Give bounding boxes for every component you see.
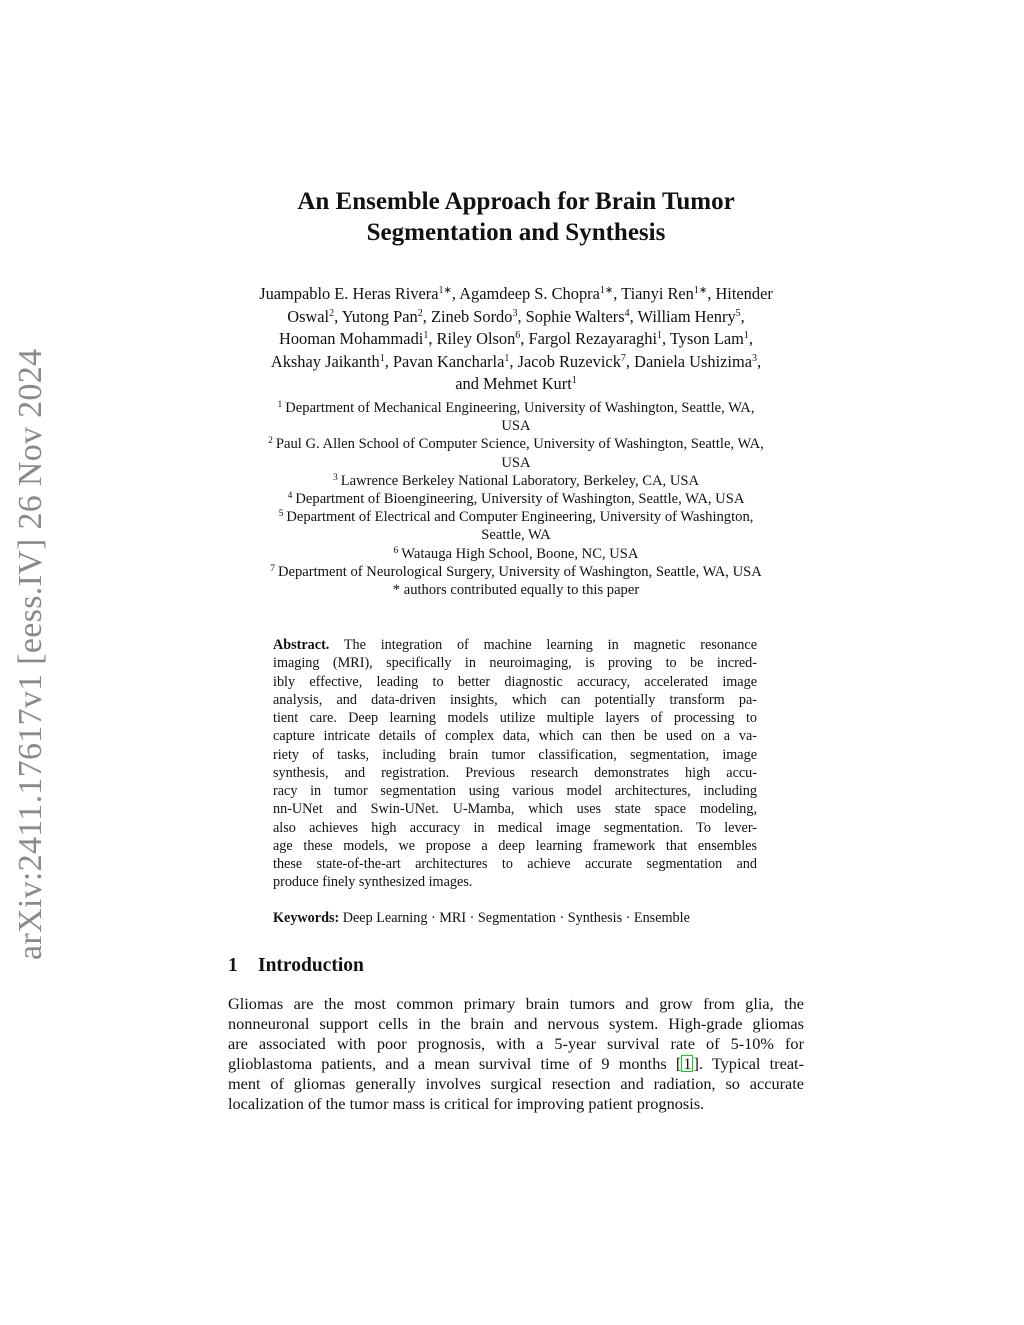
author-name: and Mehmet Kurt — [455, 374, 572, 393]
author-name: , Hitender — [707, 284, 773, 303]
abstract-line: produce finely synthesized images. — [273, 874, 473, 891]
affiliation-number: 4 — [287, 491, 293, 502]
affiliation — [222, 472, 810, 490]
paragraph-line: ment of gliomas generally involves surgical resection and radiation, so accurate — [228, 1074, 804, 1093]
author-name: , Yutong Pan — [334, 306, 418, 326]
author-affiliation-mark: 6 — [515, 330, 521, 341]
author-name: , Daniela Ushizima — [625, 351, 752, 371]
author-affiliation-mark: 1∗ — [438, 285, 452, 296]
author-separator: , — [756, 351, 762, 371]
paper-title — [230, 186, 802, 248]
author-name: , Pavan Kancharla — [384, 351, 505, 371]
affiliation — [222, 490, 810, 508]
abstract-line: imaging (MRI), specifically in neuroimaging, is proving to be incred- — [273, 655, 757, 672]
paragraph-line: Gliomas are the most common primary brain tumors and grow from glia, the — [228, 994, 804, 1013]
keywords-text: Deep Learning · MRI · Segmentation · Synthesis · Ensemble — [339, 910, 690, 926]
author-name: , Fargol Rezayaraghi — [520, 329, 657, 348]
section-number: 1 — [228, 955, 238, 976]
author-line — [222, 351, 810, 374]
author-name: , Zineb Sordo — [422, 306, 513, 326]
abstract-line: age these models, we propose a deep learning framework that ensembles — [273, 837, 757, 854]
author-affiliation-mark: 1 — [571, 375, 577, 386]
author-list — [222, 283, 810, 396]
affiliation — [222, 399, 810, 417]
author-line — [222, 283, 810, 306]
affiliation-continuation: USA — [501, 454, 531, 471]
paragraph-line: nonneuronal support cells in the brain and nervous system. High-grade gliomas — [228, 1014, 804, 1033]
author-affiliation-mark: 5 — [735, 307, 741, 319]
arxiv-identifier: arXiv:2411.17617v1 [eess.IV] 26 Nov 2024 — [12, 348, 49, 960]
author-affiliation-mark: 1 — [743, 330, 749, 341]
abstract-line: analysis, and data-driven insights, which can potentially transform pa- — [273, 691, 757, 708]
author-name: Akshay Jaikanth — [270, 351, 380, 371]
abstract-line: synthesis, and registration. Previous research demonstrates high accu- — [273, 764, 757, 781]
affiliation-text: Department of Mechanical Engineering, University of Washington, Seattle, WA, — [285, 400, 755, 416]
paragraph-text: . Typical treat- — [698, 1054, 804, 1073]
author-name: , Jacob Ruzevick — [509, 351, 621, 371]
affiliation-number: 6 — [393, 545, 399, 556]
affiliation — [222, 545, 810, 563]
paragraph-line: glioblastoma patients, and a mean survival time of 9 months [ 1 ]. Typical treat- — [228, 1054, 804, 1073]
author-affiliation-mark: 3 — [512, 307, 518, 319]
author-affiliation-mark: 2 — [417, 307, 423, 319]
author-separator: , — [740, 306, 745, 326]
affiliation-number: 2 — [268, 436, 273, 447]
affiliation — [222, 435, 810, 453]
abstract-line: capture intricate details of complex data, which can then be used on a va- — [273, 728, 757, 745]
abstract-line: these state-of-the-art architectures to achieve accurate segmentation and — [273, 856, 757, 872]
paragraph-line: localization of the tumor mass is critical for improving patient prognosis. — [228, 1094, 705, 1113]
equal-contribution-note: * authors contributed equally to this paper — [392, 582, 640, 599]
author-name: Hooman Mohammadi — [279, 329, 424, 348]
affiliation-continuation: Seattle, WA — [481, 527, 551, 544]
author-affiliation-mark: 3 — [751, 352, 757, 364]
affiliation-number: 7 — [270, 563, 275, 574]
author-affiliation-mark: 2 — [329, 307, 335, 319]
affiliation-text: Department of Bioengineering, University of Washington, Seattle, WA, USA — [295, 491, 745, 508]
abstract-line: ibly effective, leading to better diagnostic accuracy, accelerated image — [273, 673, 757, 690]
author-name: , Riley Olson — [428, 329, 516, 348]
affiliation-text: Department of Electrical and Computer Engineering, University of Washington, — [286, 509, 754, 526]
citation-link[interactable]: 1 — [683, 1054, 692, 1073]
introduction-paragraph — [228, 994, 804, 1114]
author-affiliation-mark: 1 — [504, 352, 510, 364]
abstract-line — [273, 636, 757, 654]
abstract-line: nn-UNet and Swin-UNet. U-Mamba, which uses state space modeling, — [273, 801, 757, 818]
affiliation — [222, 508, 810, 526]
abstract-line: racy in tumor segmentation using various model architectures, including — [273, 783, 757, 799]
paragraph-line: are associated with poor prognosis, with a 5-year survival rate of 5-10% for — [228, 1034, 804, 1053]
author-name: , Tyson Lam — [662, 329, 744, 348]
abstract-line: tient care. Deep learning models utilize multiple layers of processing to — [273, 710, 757, 726]
affiliation-number: 1 — [277, 400, 283, 410]
author-affiliation-mark: 1∗ — [599, 285, 614, 296]
affiliation-text: Paul G. Allen School of Computer Science, University of Washington, Seattle, WA, — [275, 436, 764, 453]
abstract — [273, 636, 757, 892]
author-name: , Tianyi Ren — [613, 284, 694, 303]
affiliation-text: Department of Neurological Surgery, University of Washington, Seattle, WA, USA — [277, 563, 762, 580]
affiliation-number: 3 — [332, 472, 338, 483]
affiliation-number: 5 — [278, 509, 284, 520]
affiliation — [222, 563, 810, 581]
abstract-line: also achieves high accuracy in medical image segmentation. To lever- — [273, 819, 757, 836]
affiliation-continuation: USA — [501, 418, 531, 435]
author-name: , Sophie Walters — [517, 306, 625, 326]
keywords-label: Keywords: — [273, 910, 340, 926]
author-line — [222, 306, 810, 329]
section-title: Introduction — [258, 955, 364, 976]
author-line — [222, 373, 810, 396]
author-separator: , — [748, 329, 753, 348]
author-affiliation-mark: 1 — [657, 330, 662, 341]
abstract-text: The integration of machine learning in magnetic resonance — [329, 637, 757, 653]
author-name: , Agamdeep S. Chopra — [451, 284, 600, 303]
paragraph-text: glioblastoma patients, and a mean survival time of 9 months — [228, 1054, 676, 1073]
title-line: Segmentation and Synthesis — [366, 219, 666, 246]
author-name: , William Henry — [629, 306, 736, 326]
keywords — [273, 910, 757, 927]
title-line: An Ensemble Approach for Brain Tumor — [297, 188, 735, 215]
author-line — [222, 328, 810, 351]
author-affiliation-mark: 1∗ — [693, 285, 708, 296]
section-heading — [228, 955, 364, 977]
author-name: Juampablo E. Heras Rivera — [259, 284, 439, 303]
author-affiliation-mark: 1 — [379, 352, 385, 364]
author-name: Oswal — [287, 306, 330, 326]
abstract-label: Abstract. — [273, 637, 330, 653]
affiliation-list — [222, 399, 810, 599]
abstract-line: riety of tasks, including brain tumor classification, segmentation, image — [273, 746, 757, 763]
affiliation-text: Lawrence Berkeley National Laboratory, Berkeley, CA, USA — [340, 472, 700, 489]
affiliation-text: Watauga High School, Boone, NC, USA — [401, 545, 639, 562]
author-affiliation-mark: 4 — [624, 307, 630, 319]
author-affiliation-mark: 7 — [620, 352, 626, 364]
author-affiliation-mark: 1 — [423, 330, 429, 341]
